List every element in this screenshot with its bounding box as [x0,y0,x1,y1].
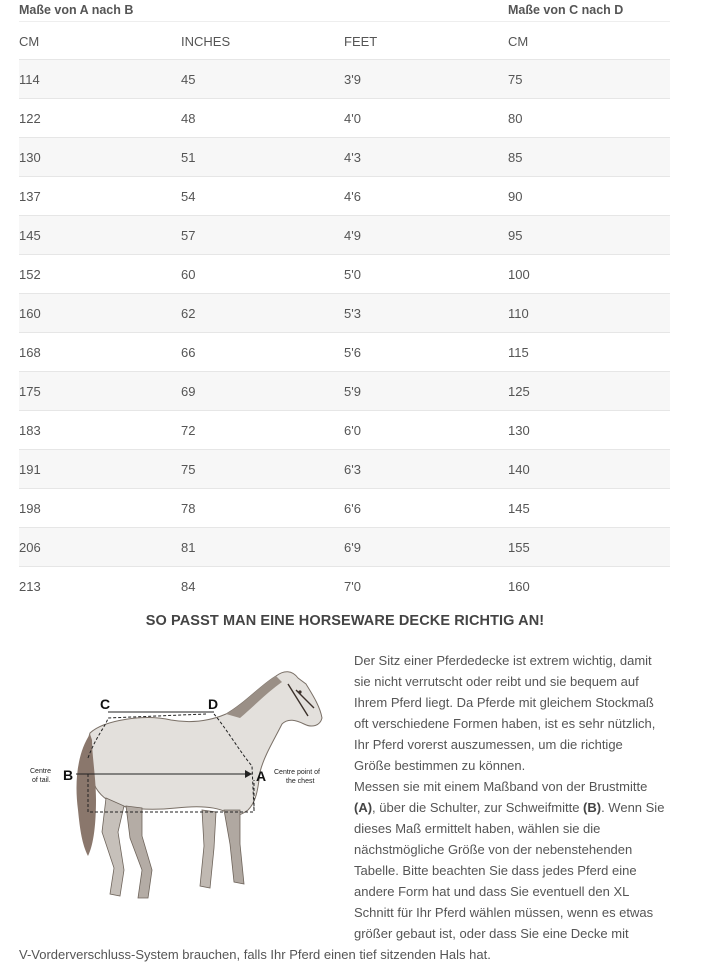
text-line: V-Vorderverschluss-System brauchen, falls Ihr Pferd einen tief sitzenden Hals hat. [19,947,491,962]
text-line: oft verschiedene Formen haben, ist es sehr nützlich, [354,716,656,731]
cell-cm-cd: 125 [508,384,530,399]
text-segment: . Wenn Sie [601,800,665,815]
cell-cm-cd: 140 [508,462,530,477]
text-line: nächstmögliche Größe von der nebenstehenden [354,842,633,857]
cell-cm-ab: 168 [19,345,41,360]
cell-inches: 84 [181,579,196,594]
cell-cm-cd: 90 [508,189,523,204]
cell-inches: 51 [181,150,196,165]
cell-feet: 5'9 [344,384,361,399]
fit-description [19,650,679,965]
cell-cm-cd: 95 [508,228,523,243]
table-body [19,60,670,605]
cell-cm-cd: 110 [508,306,529,321]
table-row [19,372,670,411]
cell-cm-ab: 213 [19,579,41,594]
cell-feet: 5'6 [344,345,361,360]
tail-caption-line-1: Centre [30,768,52,775]
text-line: Ihrem Pferd liegt. Da Pferde mit gleichem Stockmaß [354,695,654,710]
cell-inches: 81 [181,540,196,555]
cell-feet: 4'3 [344,150,361,165]
text-line [19,797,679,818]
cell-inches: 54 [181,189,196,204]
cell-cm-ab: 114 [19,72,40,87]
cell-feet: 7'0 [344,579,361,594]
text-segment: , über die Schulter, zur Schweifmitte [372,800,584,815]
cell-feet: 6'6 [344,501,361,516]
point-c-label: C [100,696,111,712]
point-a-ref: (A) [354,800,373,815]
text-line: Tabelle. Bitte beachten Sie dass jedes Pferd eine [354,863,637,878]
table-row [19,450,670,489]
cell-inches: 48 [181,111,196,126]
cell-cm-ab: 198 [19,501,41,516]
cell-inches: 66 [181,345,196,360]
cell-cm-ab: 160 [19,306,41,321]
cell-cm-cd: 155 [508,540,530,555]
table-row [19,60,670,99]
cell-inches: 75 [181,462,196,477]
cell-inches: 62 [181,306,196,321]
table-row [19,138,670,177]
cell-cm-cd: 115 [508,345,529,360]
cell-cm-ab: 175 [19,384,41,399]
cell-cm-cd: 100 [508,267,530,282]
point-a-label: A [256,768,267,784]
cell-feet: 6'3 [344,462,361,477]
cell-feet: 3'9 [344,72,361,87]
cell-cm-cd: 80 [508,111,523,126]
cell-inches: 78 [181,501,196,516]
cell-cm-cd: 75 [508,72,523,87]
table-row [19,528,670,567]
table-row [19,411,670,450]
group-c-to-d-label: Maße von C nach D [508,3,624,17]
cell-feet: 6'9 [344,540,361,555]
text-line: Schnitt für Ihr Pferd wählen müssen, wenn es etwas [354,905,654,920]
cell-cm-cd: 130 [508,423,530,438]
table-row [19,216,670,255]
table-row [19,333,670,372]
group-a-to-b-label: Maße von A nach B [19,3,134,17]
cell-cm-ab: 183 [19,423,41,438]
cell-inches: 69 [181,384,196,399]
tail-caption-line-2: of tail. [32,777,51,784]
col-header-cm-ab: CM [19,34,40,49]
point-b-ref: (B) [583,800,602,815]
text-line: Der Sitz einer Pferdedecke ist extrem wichtig, damit [354,653,652,668]
fit-guide-title: SO PASST MAN EINE HORSEWARE DECKE RICHTIG AN! [145,613,545,629]
point-b-label: B [63,767,74,783]
col-header-feet: FEET [344,34,378,49]
cell-feet: 6'0 [344,423,361,438]
text-line: andere Form hat und dass Sie eventuell den XL [354,884,630,899]
col-header-inches: INCHES [181,34,231,49]
cell-inches: 57 [181,228,196,243]
cell-cm-cd: 145 [508,501,530,516]
text-line: dieses Maß ermittelt haben, wählen sie die [354,821,601,836]
cell-cm-ab: 122 [19,111,41,126]
col-header-cm-cd: CM [508,34,529,49]
table-row [19,489,670,528]
cell-feet: 5'0 [344,267,361,282]
table-row [19,294,670,333]
cell-cm-cd: 85 [508,150,523,165]
cell-cm-ab: 191 [19,462,41,477]
table-column-header [19,22,670,60]
cell-cm-ab: 152 [19,267,41,282]
text-line: größer gebaut ist, oder dass Sie eine Decke mit [354,926,629,941]
cell-feet: 4'9 [344,228,361,243]
chest-caption-line-1: Centre point of [274,769,320,776]
cell-feet: 4'6 [344,189,361,204]
text-line: Größe bestimmen zu können. [354,758,526,773]
text-line: Ihr Pferd vorerst auszumessen, um die richtige [354,737,623,752]
cell-cm-ab: 130 [19,150,41,165]
point-d-label: D [208,696,219,712]
table-row [19,177,670,216]
cell-cm-ab: 206 [19,540,41,555]
chest-caption-line-2: the chest [286,778,315,785]
table-row [19,99,670,138]
cell-cm-ab: 145 [19,228,41,243]
table-group-header [19,0,670,22]
table-row [19,567,670,605]
cell-inches: 72 [181,423,196,438]
cell-inches: 45 [181,72,196,87]
cell-feet: 5'3 [344,306,361,321]
cell-inches: 60 [181,267,196,282]
cell-cm-ab: 137 [19,189,41,204]
size-table [19,0,670,605]
text-line: sie nicht verrutscht oder reibt und sie bequem auf [354,674,639,689]
cell-feet: 4'0 [344,111,361,126]
cell-cm-cd: 160 [508,579,530,594]
table-row [19,255,670,294]
text-line: Messen sie mit einem Maßband von der Brustmitte [354,779,648,794]
